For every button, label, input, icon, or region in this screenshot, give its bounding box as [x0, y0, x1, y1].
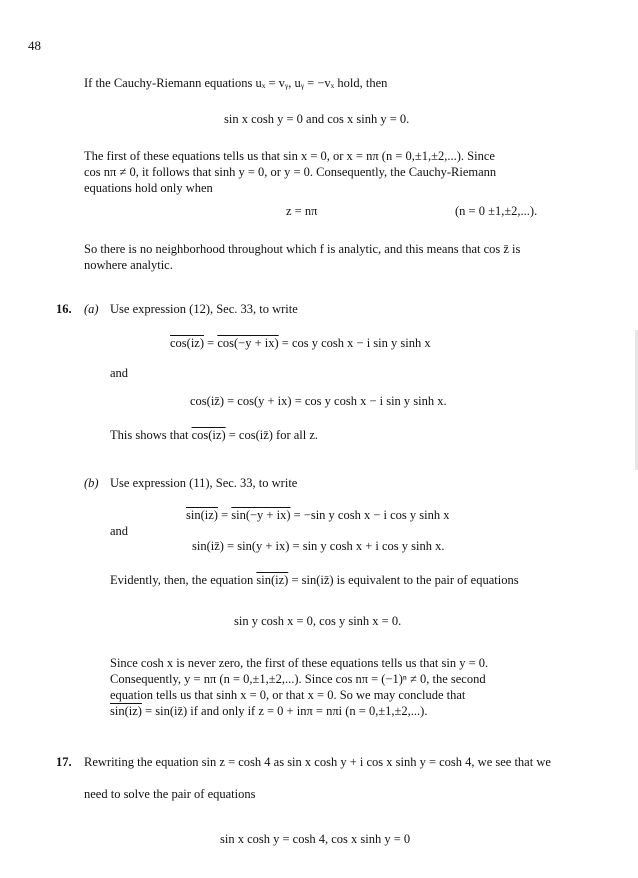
text-part: = sin(iz̄) is equivalent to the pair of equations	[288, 573, 519, 587]
equation: sin x cosh y = 0 and cos x sinh y = 0.	[224, 112, 410, 126]
equation	[186, 508, 450, 523]
overline-term: sin(−y + ix)	[231, 508, 291, 522]
overline-term: cos(−y + ix)	[217, 336, 279, 350]
text-line: cos nπ ≠ 0, it follows that sinh y = 0, or y = 0. Consequently, the Cauchy-Riemann	[84, 165, 497, 179]
text-line: Use expression (12), Sec. 33, to write	[110, 302, 298, 316]
text-line: equations hold only when	[84, 181, 213, 195]
equation-condition: (n = 0 ±1,±2,...).	[455, 204, 538, 218]
text-line	[110, 704, 427, 719]
problem-number-17: 17.	[56, 755, 72, 769]
part-label-b: (b)	[84, 476, 99, 490]
text-part: = cos(iz̄) for all z.	[225, 428, 319, 442]
overline-term: sin(iz)	[186, 508, 218, 522]
equation: sin x cosh y = cosh 4, cos x sinh y = 0	[220, 832, 411, 846]
equation: sin(iz̄) = sin(y + ix) = sin y cosh x + i cos y sinh x.	[192, 539, 445, 553]
text-part: Evidently, then, the equation	[110, 573, 257, 587]
equation: z = nπ	[286, 204, 318, 218]
overline-term: cos(iz)	[191, 428, 226, 442]
equation-part: = cos y cosh x − i sin y sinh x	[278, 336, 431, 350]
equation-part: = −sin y cosh x − i cos y sinh x	[290, 508, 450, 522]
equation	[170, 336, 431, 351]
equation: sin y cosh x = 0, cos y sinh x = 0.	[234, 614, 402, 628]
overline-term: sin(iz)	[256, 573, 289, 587]
text-part: = sin(iz̄) if and only if z = 0 + inπ = nπi (n = 0,±1,±2,...).	[141, 704, 428, 718]
text-line: Since cosh x is never zero, the first of these equations tells us that sin y = 0.	[110, 656, 489, 670]
page-number: 48	[28, 38, 41, 53]
text-line: nowhere analytic.	[84, 258, 173, 272]
text-line: equation tells us that sinh x = 0, or that x = 0. So we may conclude that	[110, 688, 466, 702]
equation-part: =	[204, 336, 218, 350]
text-line: Rewriting the equation sin z = cosh 4 as sin x cosh y + i cos x sinh y = cosh 4, we see that we	[84, 755, 551, 769]
text-line: Consequently, y = nπ (n = 0,±1,±2,...). Since cos nπ = (−1)ⁿ ≠ 0, the second	[110, 672, 486, 686]
overline-term: sin(iz)	[110, 704, 142, 718]
text-line	[110, 573, 519, 588]
part-label-a: (a)	[84, 302, 99, 316]
text-line: need to solve the pair of equations	[84, 787, 256, 801]
equation: cos(iz̄) = cos(y + ix) = cos y cosh x − i sin y sinh x.	[190, 394, 447, 408]
text-line: and	[110, 524, 129, 538]
problem-number-16: 16.	[56, 302, 72, 316]
text-line	[110, 428, 318, 443]
overline-term: cos(iz)	[170, 336, 205, 350]
text-part: This shows that	[110, 428, 192, 442]
text-line: The first of these equations tells us that sin x = 0, or x = nπ (n = 0,±1,±2,...). Since	[84, 149, 495, 163]
text-line: So there is no neighborhood throughout which f is analytic, and this means that cos z̄ is	[84, 242, 521, 256]
equation-part: =	[217, 508, 232, 522]
text-line: If the Cauchy-Riemann equations uₓ = vᵧ, uᵧ = −vₓ hold, then	[84, 76, 388, 90]
text-line: and	[110, 366, 129, 380]
text-line: Use expression (11), Sec. 33, to write	[110, 476, 298, 490]
